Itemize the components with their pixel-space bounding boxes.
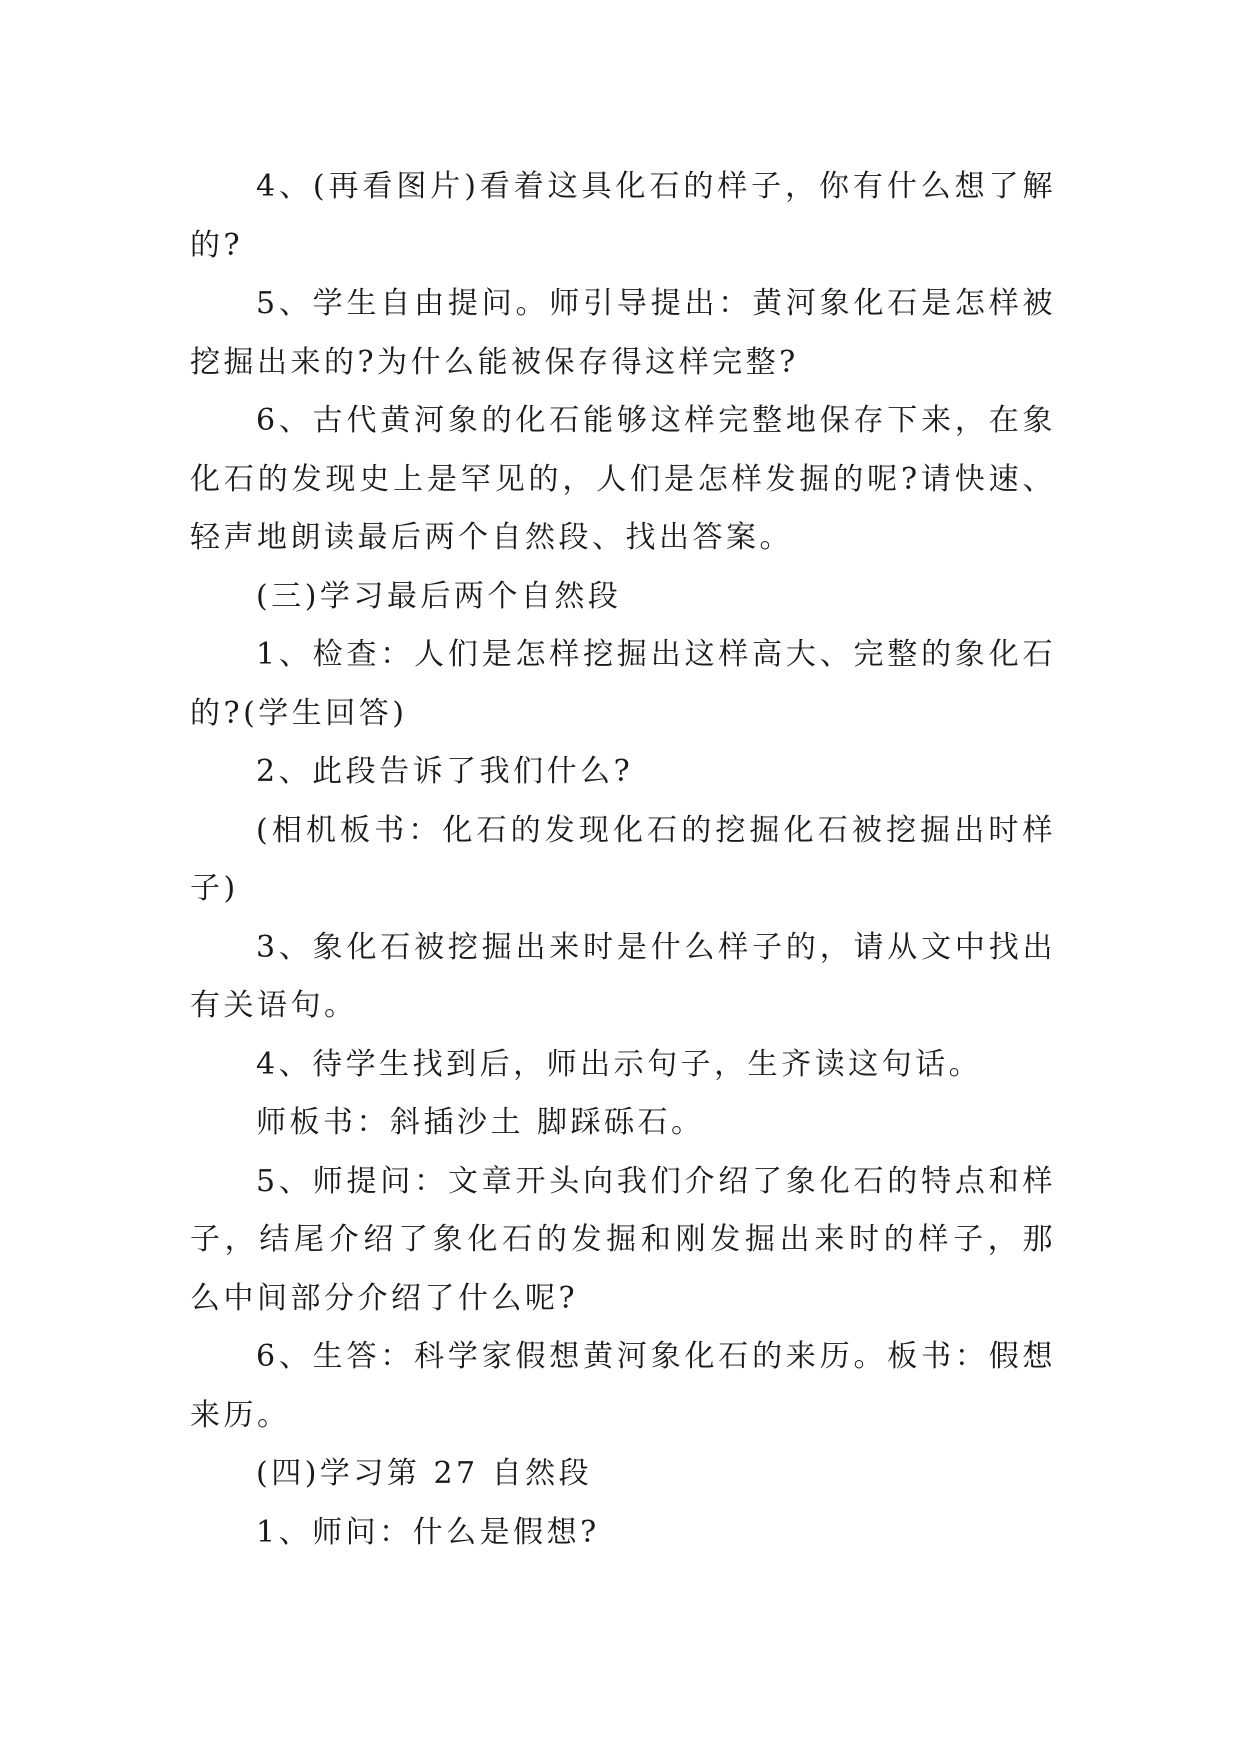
section-heading-part-4: (四)学习第 27 自然段 xyxy=(256,1456,593,1491)
paragraph-blackboard-note: (相机板书：化石的发现化石的挖掘化石被挖掘出时样子) xyxy=(190,812,1056,906)
paragraph-item-6-fossil-rarity: 6、古代黄河象的化石能够这样完整地保存下来，在象化石的发现史上是罕见的，人们是怎样发掘的呢?请快速、轻声地朗读最后两个自然段、找出答案。 xyxy=(190,403,1056,555)
paragraph-item-6-student-answer: 6、生答：科学家假想黄河象化石的来历。板书：假想来历。 xyxy=(190,1339,1056,1433)
paragraph-item-2-meaning: 2、此段告诉了我们什么? xyxy=(256,754,634,789)
paragraph-item-5-teacher-question: 5、师提问：文章开头向我们介绍了象化石的特点和样子，结尾介绍了象化石的发掘和刚发掘出来时的样子，那么中间部分介绍了什么呢? xyxy=(190,1163,1056,1316)
paragraph-item-4-read-aloud: 4、待学生找到后，师出示句子，生齐读这句话。 xyxy=(256,1046,983,1082)
paragraph-item-5-student-questions: 5、学生自由提问。师引导提出：黄河象化石是怎样被挖掘出来的?为什么能被保存得这样完整? xyxy=(190,286,1056,380)
paragraph-item-4-question: 4、(再看图片)看着这具化石的样子，你有什么想了解的? xyxy=(190,169,1056,263)
paragraph-teacher-board-writing: 师板书：斜插沙土 脚踩砾石。 xyxy=(256,1105,705,1140)
paragraph-item-1-check: 1、检查：人们是怎样挖掘出这样高大、完整的象化石的?(学生回答) xyxy=(190,637,1056,731)
section-heading-part-3: (三)学习最后两个自然段 xyxy=(256,578,622,614)
document-body xyxy=(190,158,1056,1562)
paragraph-item-1-hypothesis: 1、师问：什么是假想? xyxy=(256,1514,600,1550)
paragraph-item-3-appearance: 3、象化石被挖掘出来时是什么样子的，请从文中找出有关语句。 xyxy=(190,929,1056,1023)
